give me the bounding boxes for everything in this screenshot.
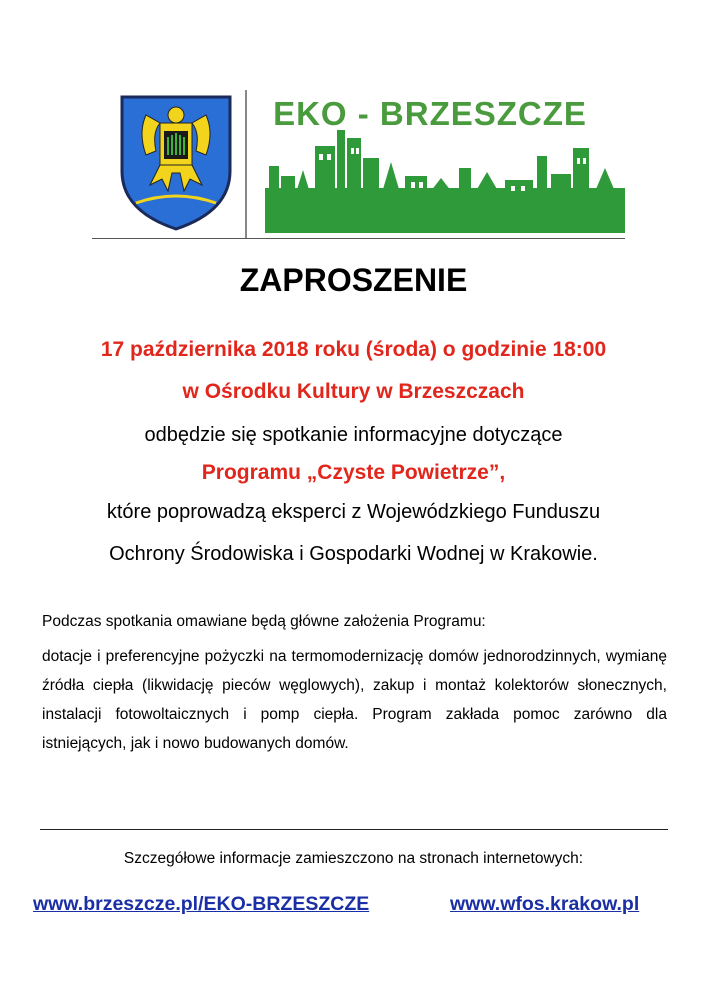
body-intro: Podczas spotkania omawiane będą główne założenia Programu: — [42, 613, 486, 630]
header-divider — [245, 90, 247, 238]
details-text: Szczegółowe informacje zamieszczono na stronach internetowych: — [123, 850, 584, 867]
header-rule — [92, 238, 625, 239]
wfos-link[interactable]: www.wfos.krakow.pl — [450, 893, 640, 915]
event-venue: w Ośrodku Kultury w Brzeszczach — [182, 380, 525, 403]
body-paragraph: dotacje i preferencyjne pożyczki na termomodernizację domów jednorodzinnych, wymianę źródła ciepła (likwidację pieców węglowych), zakup i montaż kolektorów słonecznych, instalacji fotowoltaicznych i pomp ciepła. Program zakłada pomoc zarówno dla istniejących, jak i nowo budowanych domów. — [42, 648, 667, 752]
brzeszcze-link[interactable]: www.brzeszcze.pl/EKO-BRZESZCZE — [33, 893, 370, 915]
footer-rule — [40, 829, 668, 830]
page-title: ZAPROSZENIE — [239, 262, 468, 298]
logo-text: EKO - BRZESZCZE — [273, 95, 587, 132]
meeting-description: odbędzie się spotkanie informacyjne dotyczące — [144, 424, 563, 446]
program-name: Programu „Czyste Powietrze”, — [201, 461, 506, 484]
event-date: 17 października 2018 roku (środa) o godzinie 18:00 — [100, 338, 607, 361]
fund-line: Ochrony Środowiska i Gospodarki Wodnej w Krakowie. — [109, 543, 598, 565]
experts-line: które poprowadzą eksperci z Wojewódzkiego Funduszu — [106, 501, 601, 523]
coat-of-arms-icon — [116, 93, 236, 233]
